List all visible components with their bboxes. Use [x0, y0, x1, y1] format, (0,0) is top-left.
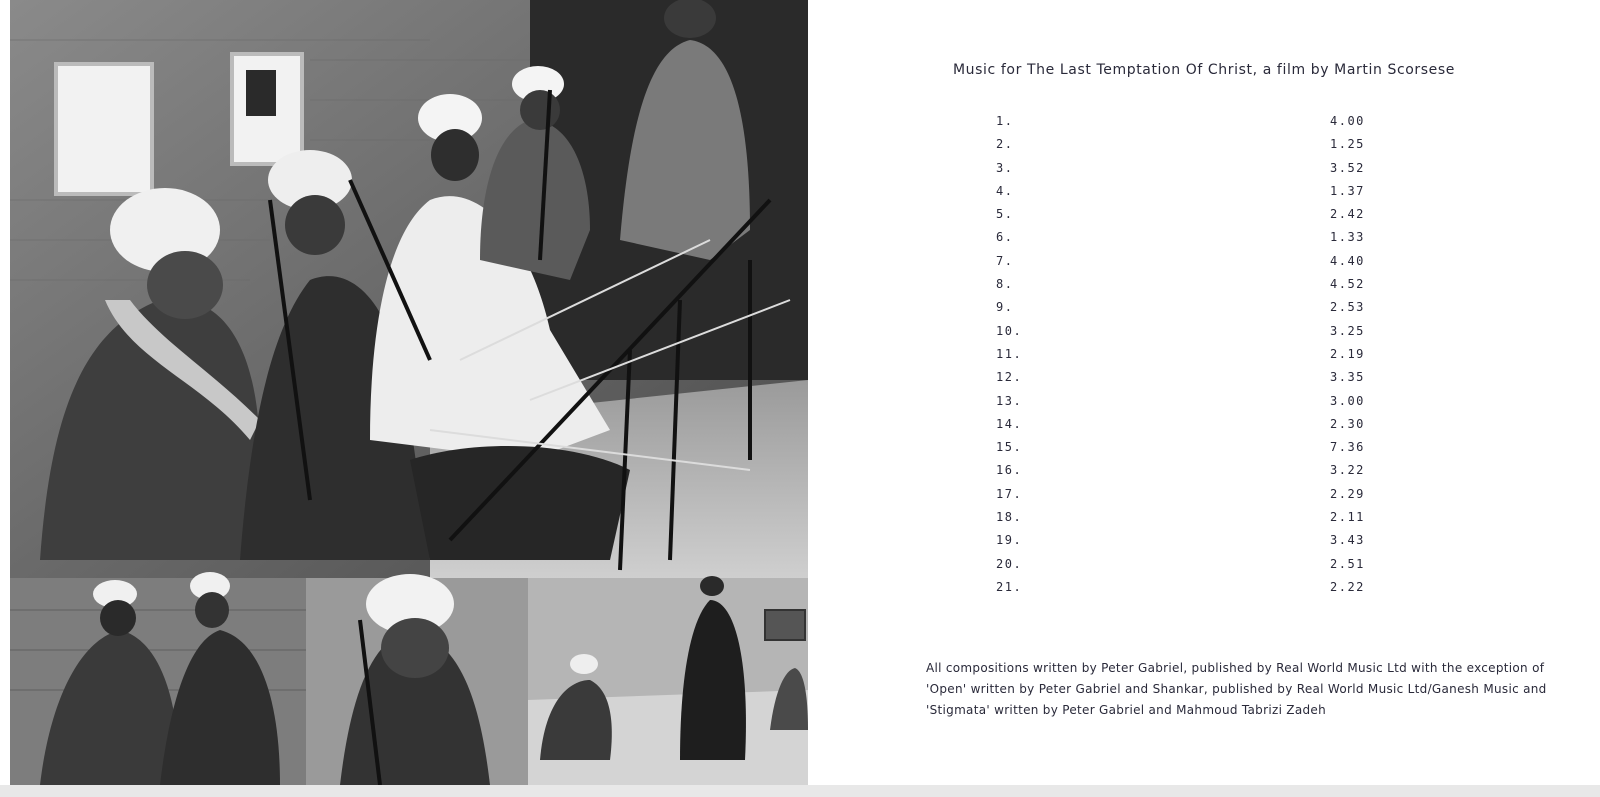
track-row: [996, 253, 1365, 277]
musicians-photo-collage: [10, 0, 808, 785]
track-duration: 1.25: [1330, 137, 1365, 152]
track-number: 14.: [996, 416, 1023, 431]
track-number: 16.: [996, 463, 1023, 478]
track-duration: 2.19: [1330, 346, 1365, 361]
track-duration: 2.51: [1330, 556, 1365, 571]
track-number: 4.: [996, 183, 1014, 198]
track-row: [996, 323, 1365, 347]
track-number: 10.: [996, 323, 1023, 338]
track-row: [996, 230, 1365, 253]
track-duration: 3.43: [1330, 533, 1365, 548]
track-duration: 2.30: [1330, 416, 1365, 431]
track-number: 11.: [996, 346, 1023, 361]
track-duration: 3.52: [1330, 160, 1365, 175]
photo-illustration: [10, 0, 808, 785]
track-duration: 3.00: [1330, 393, 1365, 408]
track-number: 2.: [996, 137, 1014, 152]
track-number: 17.: [996, 486, 1023, 501]
track-row: [996, 137, 1365, 160]
track-number: 1.: [996, 114, 1014, 128]
track-row: [996, 440, 1365, 463]
track-number: 13.: [996, 393, 1023, 408]
track-row: [996, 510, 1365, 533]
track-duration: 7.36: [1330, 440, 1365, 455]
track-row: [996, 207, 1365, 230]
track-number: 3.: [996, 160, 1014, 175]
track-duration: 2.53: [1330, 300, 1365, 315]
track-row: [996, 183, 1365, 207]
track-row: [996, 393, 1365, 417]
track-row: [996, 416, 1365, 440]
track-row: [996, 533, 1365, 556]
track-row: [996, 160, 1365, 184]
track-duration: 2.29: [1330, 486, 1365, 501]
track-number: 19.: [996, 533, 1023, 548]
scan-edge: [0, 785, 1600, 797]
track-number: 18.: [996, 510, 1023, 525]
composition-credits: All compositions written by Peter Gabriel, published by Real World Music Ltd with the exception of 'Open' written by Peter Gabriel and Shankar, published by Real World Music Ltd/Ganesh Music and 'Stigmata' written by Peter Gabriel and Mahmoud Tabrizi Zadeh: [926, 661, 1547, 717]
track-duration: 1.37: [1330, 183, 1365, 198]
track-number: 21.: [996, 579, 1023, 594]
track-duration: 4.00: [1330, 114, 1365, 128]
track-number: 12.: [996, 370, 1023, 385]
track-duration: 1.33: [1330, 230, 1365, 245]
track-number: 5.: [996, 207, 1014, 222]
track-number: 7.: [996, 253, 1014, 268]
track-number: 8.: [996, 277, 1014, 292]
track-row: [996, 556, 1365, 580]
track-duration: 2.22: [1330, 579, 1365, 594]
track-row: [996, 277, 1365, 300]
track-row: [996, 486, 1365, 510]
track-row: [996, 346, 1365, 370]
track-duration: 4.40: [1330, 253, 1365, 268]
track-duration: 3.25: [1330, 323, 1365, 338]
track-row: [996, 463, 1365, 486]
track-number: 15.: [996, 440, 1023, 455]
track-number: 9.: [996, 300, 1014, 315]
track-duration: 4.52: [1330, 277, 1365, 292]
track-row: [996, 114, 1365, 137]
track-duration: 2.42: [1330, 207, 1365, 222]
track-row: [996, 370, 1365, 393]
track-number: 20.: [996, 556, 1023, 571]
page-title: Music for The Last Temptation Of Christ, a film by Martin Scorsese: [953, 62, 1455, 78]
track-row: [996, 300, 1365, 323]
track-list: [996, 114, 1365, 603]
track-duration: 3.35: [1330, 370, 1365, 385]
track-duration: 3.22: [1330, 463, 1365, 478]
liner-notes-page: [808, 0, 1600, 785]
track-row: [996, 579, 1365, 603]
track-number: 6.: [996, 230, 1014, 245]
track-duration: 2.11: [1330, 510, 1365, 525]
